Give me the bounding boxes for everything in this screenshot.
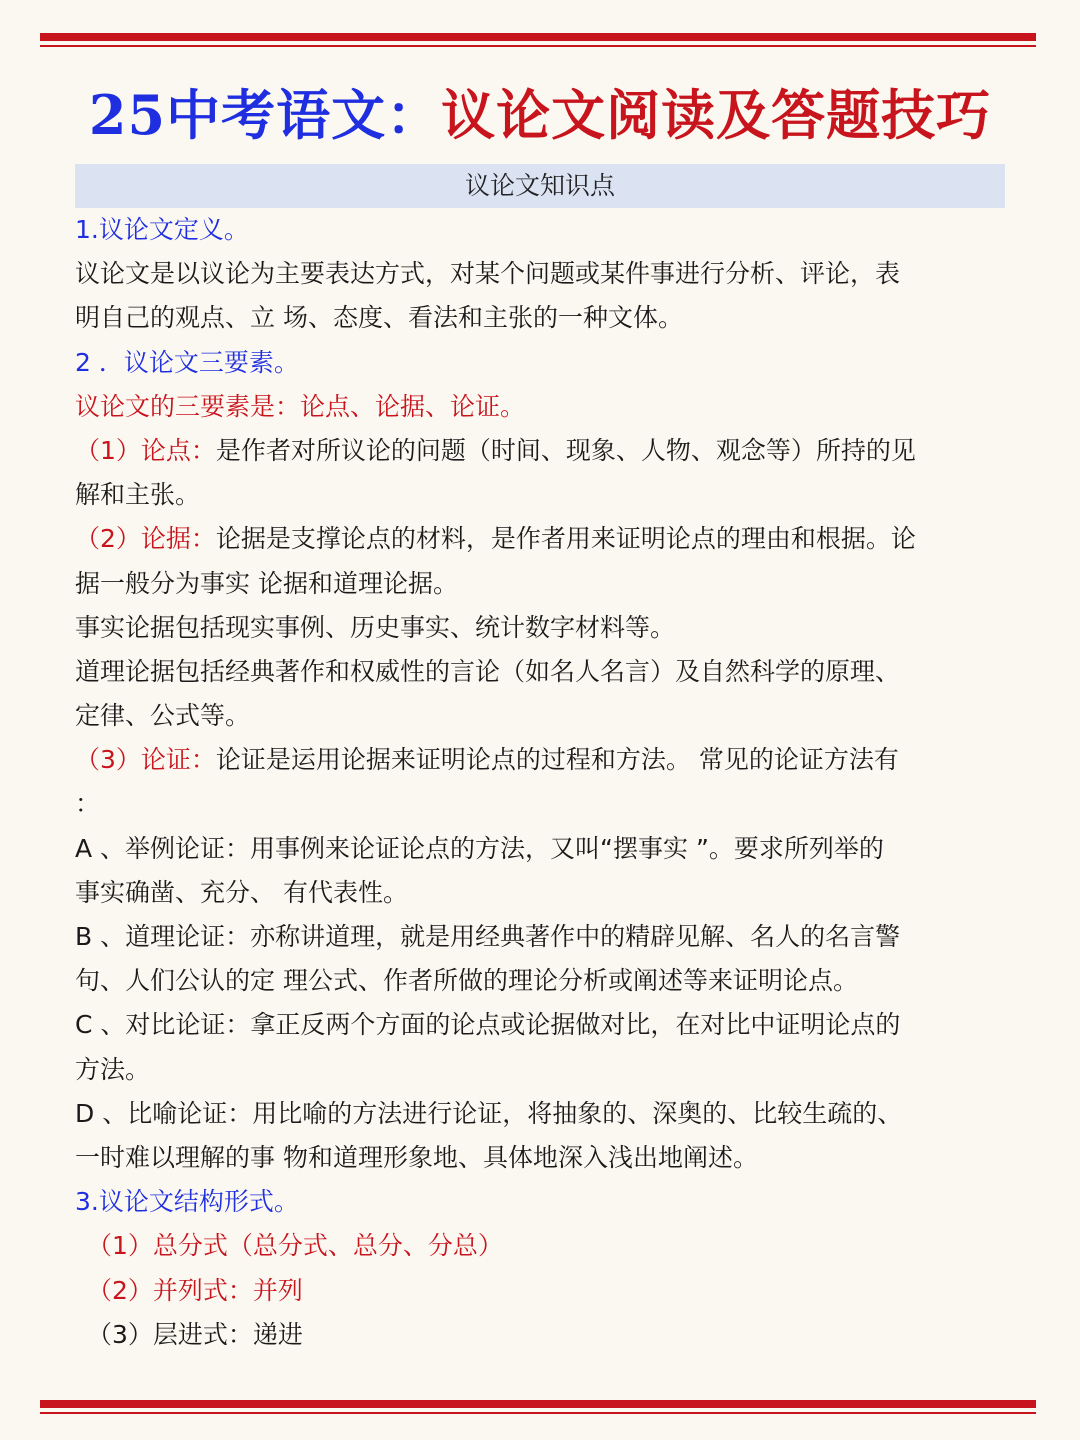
definition-line-2: 明自己的观点、立 场、态度、看法和主张的一种文体。 [75, 303, 683, 333]
method-b-line-1: B 、道理论证：亦称讲道理，就是用经典著作中的精辟见解、名人的名言警 [75, 922, 901, 951]
structure-item-3: （3）层进式：递进 [87, 1319, 303, 1349]
article-body [75, 208, 1010, 1357]
method-d-line-2: 一时难以理解的事 物和道理形象地、具体地深入浅出地阐述。 [75, 1142, 758, 1172]
lundian-line-1: （1）论点：是作者对所议论的问题（时间、现象、人物、观念等）所持的见 [75, 435, 916, 465]
three-elements-intro: 议论文的三要素是：论点、论据、论证。 [75, 391, 526, 421]
method-b-line-2: 句、人们公认的定 理公式、作者所做的理论分析或阐述等来证明论点。 [75, 966, 858, 996]
title-part-2: 议论文阅读及答题技巧 [441, 83, 992, 147]
method-c-line-2: 方法。 [75, 1054, 151, 1084]
lundian-label: （1）论点： [75, 435, 216, 465]
lunju-line-2: 据一般分为事实 论据和道理论据。 [75, 568, 458, 598]
lunju-line-1: （2）论据：论据是支撑论点的材料，是作者用来证明论点的理由和根据。论 [75, 524, 916, 554]
reason-evidence-line-1: 道理论据包括经典著作和权威性的言论（如名人名言）及自然科学的原理、 [75, 656, 901, 686]
top-border [40, 33, 1036, 47]
structure-item-2: （2）并列式：并列 [87, 1275, 303, 1305]
lunzheng-line-1: （3）论证：论证是运用论据来证明论点的过程和方法。 常见的论证方法有 [75, 745, 899, 775]
fact-evidence: 事实论据包括现实事例、历史事实、统计数字材料等。 [75, 612, 676, 642]
lunzheng-line-2: ： [75, 789, 101, 819]
lundian-line-2: 解和主张。 [75, 480, 201, 510]
reason-evidence-line-2: 定律、公式等。 [75, 701, 251, 731]
lunju-label: （2）论据： [75, 524, 216, 554]
method-a-line-1: A 、举例论证：用事例来论证论点的方法，又叫“摆事实 ”。要求所列举的 [75, 833, 884, 863]
section-banner: 议论文知识点 [75, 164, 1005, 208]
lunzheng-label: （3）论证： [75, 745, 216, 775]
heading-definition: 1.议论文定义。 [75, 215, 249, 244]
structure-item-1: （1）总分式（总分式、总分、分总） [87, 1231, 503, 1261]
heading-structure: 3.议论文结构形式。 [75, 1187, 299, 1217]
page-title [40, 74, 1040, 156]
title-part-1: 25中考语文： [88, 83, 442, 147]
definition-line-1: 议论文是以议论为主要表达方式，对某个问题或某件事进行分析、评论，表 [75, 259, 901, 289]
method-c-line-1: C 、对比论证：拿正反两个方面的论点或论据做对比，在对比中证明论点的 [75, 1010, 901, 1040]
method-d-line-1: D 、比喻论证：用比喻的方法进行论证，将抽象的、深奥的、比较生疏的、 [75, 1098, 903, 1128]
bottom-border [40, 1400, 1036, 1414]
method-a-line-2: 事实确凿、充分、 有代表性。 [75, 877, 408, 907]
heading-three-elements: 2 ．议论文三要素。 [75, 347, 299, 377]
